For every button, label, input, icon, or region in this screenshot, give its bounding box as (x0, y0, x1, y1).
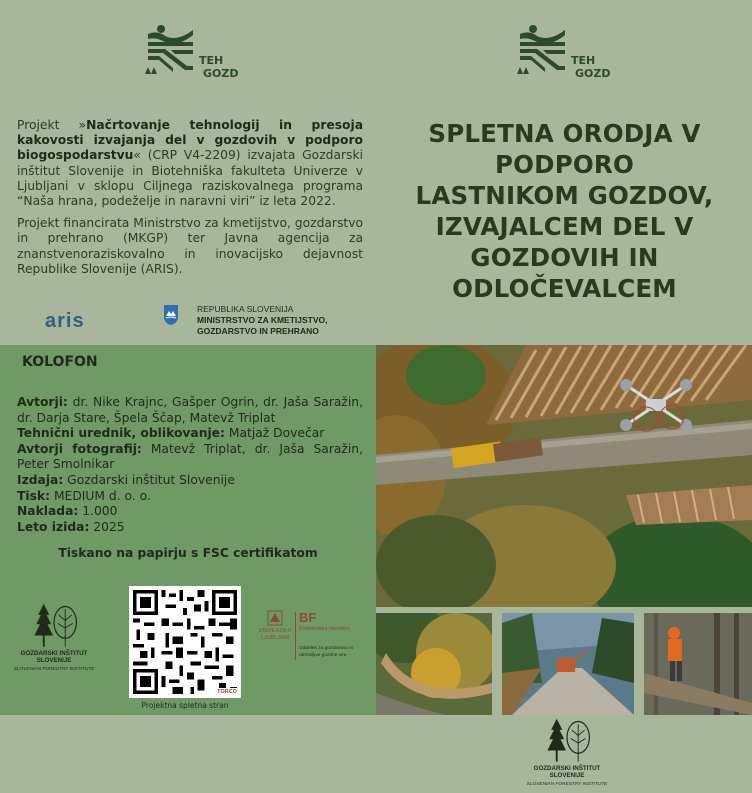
credit-row: Naklada: 1.000 (17, 504, 118, 519)
gis-logo-back: GOZDARSKI INŠTITUT SLOVENIJE SLOVENIAN FORESTRY INSTITUTE (522, 715, 612, 787)
slovenia-crest-icon (163, 304, 179, 326)
qr-code-icon (133, 590, 237, 694)
intro-paragraph-2: Projekt financirata Ministrstvo za kmetijstvo, gozdarstvo in prehrano (MKGP) ter Javna agencija za znanstvenoraziskovalno in inovacijsko dejavnost Republike Slovenije (ARIS). (17, 216, 363, 276)
trees-icon (522, 715, 612, 771)
tehgozd-logo-left (145, 22, 245, 82)
back-panel (0, 715, 752, 793)
tehgozd-logo-icon (145, 22, 245, 82)
trees-icon (9, 600, 99, 656)
credit-row: Avtorji: dr. Nike Krajnc, Gašper Ogrin, dr. Jaša Saražin, dr. Darja Stare, Špela Ščap, Matevž Triplat (17, 395, 363, 425)
credit-row: Tisk: MEDIUM d. o. o. (17, 488, 151, 503)
svg-text:GOZD: GOZD (575, 67, 611, 80)
forestry-worker-photo (644, 613, 752, 715)
main-title: SPLETNA ORODJA V PODPORO LASTNIKOM GOZDOV, IZVAJALCEM DEL V GOZDOVIH IN ODLOČEVALCEM (415, 119, 714, 303)
gis-logo-kolofon: GOZDARSKI INŠTITUT SLOVENIJE SLOVENIAN FORESTRY INSTITUTE (9, 600, 99, 672)
log-stacks-photo (376, 613, 492, 715)
aris-logo: aris (45, 310, 85, 332)
excavator-road-image (502, 613, 634, 715)
tehgozd-logo-right (517, 22, 617, 82)
ministry-logo-text: REPUBLIKA SLOVENIJA MINISTRSTVO ZA KMETIJSTVO, GOZDARSTVO IN PREHRANO (197, 304, 328, 336)
bf-logo: UNIVERZA V LJUBLJANI BF Biotehniška fakulteta Oddelek za gozdarstvo in obnovljive gozdne vire (257, 608, 367, 668)
chainsaw-worker-image (644, 613, 752, 715)
qr-caption: Projektna spletna stran (141, 701, 229, 710)
aerial-forest-photo (376, 345, 752, 607)
university-seal-icon (267, 610, 283, 626)
qr-badge: TORCO (213, 688, 241, 697)
kolofon-credits (17, 395, 363, 535)
tehgozd-logo-icon (517, 22, 617, 82)
bf-divider (295, 612, 296, 660)
log-stacks-image (376, 613, 492, 715)
credit-row: Avtorji fotografij: Matevž Triplat, dr. Jaša Saražin, Peter Smolnikar (17, 441, 363, 472)
credit-row: Tehnični urednik, oblikovanje: Matjaž Dovečar (17, 426, 325, 441)
svg-text:TEH: TEH (199, 54, 224, 67)
sponsor-logos (45, 302, 345, 342)
forest-road-drone-image (376, 345, 752, 607)
project-intro (17, 118, 363, 284)
intro-paragraph-1: Projekt »Načrtovanje tehnologij in presoja kakovosti izvajanja del v gozdovih v podporo biogospodarstvu« (CRP V4-2209) izvajata Gozdarski inštitut Slovenije in Biotehniška fakulteta Univerze v Ljubljani v sklopu Ciljnega raziskovalnega programa “Naša hrana, podeželje in naravni viri” iz leta 2022. (17, 118, 364, 209)
forest-road-excavator-photo (502, 613, 634, 715)
svg-text:TEH: TEH (571, 54, 596, 67)
kolofon-heading: KOLOFON (22, 354, 98, 370)
svg-text:GOZD: GOZD (203, 67, 239, 80)
qr-code[interactable] (129, 586, 241, 698)
fsc-note: Tiskano na papirju s FSC certifikatom (58, 546, 318, 560)
credit-row: Leto izida: 2025 (17, 519, 125, 534)
credit-row: Izdaja: Gozdarski inštitut Slovenije (17, 472, 235, 487)
